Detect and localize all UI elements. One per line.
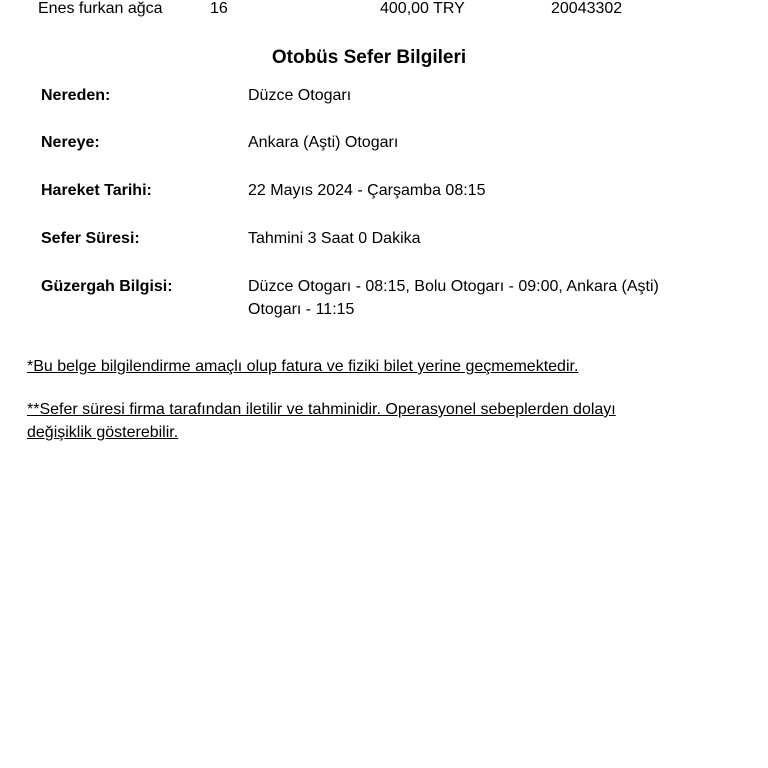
from-value: Düzce Otogarı [248,87,352,104]
ticket-price: 400,00 TRY [380,0,465,17]
passenger-name: Enes furkan ağca [38,0,163,17]
departure-date-label: Hareket Tarihi: [41,182,152,199]
duration-note-line2: değişiklik gösterebilir. [27,424,179,441]
seat-number: 16 [210,0,228,17]
disclaimer-note: *Bu belge bilgilendirme amaçlı olup fatura ve fiziki bilet yerine geçmemektedir. [27,358,579,375]
duration-value: Tahmini 3 Saat 0 Dakika [248,230,421,247]
route-value-line2: Otogarı - 11:15 [248,301,355,318]
from-label: Nereden: [41,87,111,104]
section-title: Otobüs Sefer Bilgileri [271,47,467,68]
route-label: Güzergah Bilgisi: [41,278,173,295]
ticket-number: 20043302 [551,0,623,17]
route-value-line1: Düzce Otogarı - 08:15, Bolu Otogarı - 09:00, Ankara (Aşti) [248,278,659,295]
to-value: Ankara (Aşti) Otogarı [248,134,399,151]
duration-label: Sefer Süresi: [41,230,140,247]
to-label: Nereye: [41,134,100,151]
departure-date-value: 22 Mayıs 2024 - Çarşamba 08:15 [248,182,486,199]
duration-note-line1: **Sefer süresi firma tarafından iletilir ve tahminidir. Operasyonel sebeplerden dolayı [27,401,616,418]
